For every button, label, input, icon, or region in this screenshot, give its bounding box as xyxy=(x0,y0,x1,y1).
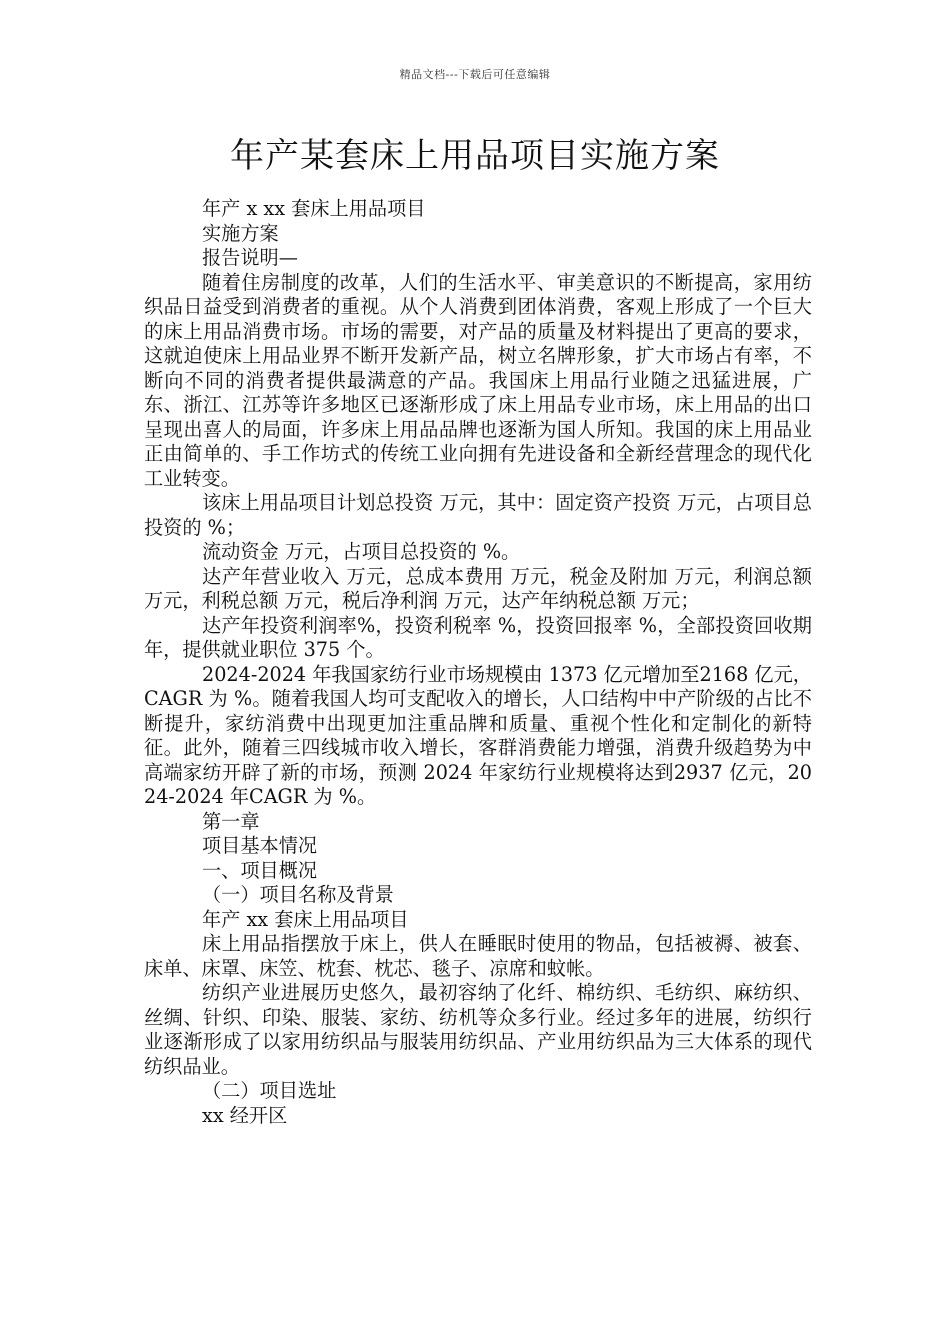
paragraph-investment: 该床上用品项目计划总投资 万元，其中：固定资产投资 万元，占项目总投资的 %； xyxy=(144,491,812,539)
chapter-title: 项目基本情况 xyxy=(202,834,318,857)
paragraph-working-capital: 流动资金 万元，占项目总投资的 %。 xyxy=(202,540,521,563)
paragraph-market-background: 随着住房制度的改革，人们的生活水平、审美意识的不断提高，家用纺织品日益受到消费者的重视。从个人消费到团体消费，客观上形成了一个巨大的床上用品消费市场。市场的需要，对产品的质量及材料提出了更高的要求，这就迫使床上用品业界不断开发新产品，树立名牌形象，扩大市场占有率，不断向不同的消费者提供最满意的产品。我国床上用品行业随之迅猛进展，广东、浙江、江苏等许多地区已逐渐形成了床上用品专业市场，床上用品的出口呈现出喜人的局面，许多床上用品品牌也逐渐为国人所知。我国的床上用品业正由简单的、手工作坊式的传统工业向拥有先进设备和全新经营理念的现代化工业转变。 xyxy=(144,270,812,490)
document-title: 年产某套床上用品项目实施方案 xyxy=(230,136,720,176)
paragraph-returns: 达产年投资利润率%，投资利税率 %，投资回报率 %，全部投资回收期 年，提供就业职位 375 个。 xyxy=(144,613,812,661)
subsection-heading: （二）项目选址 xyxy=(202,1079,337,1102)
paragraph-textile-history: 纺织产业进展历史悠久，最初容纳了化纤、棉纺织、毛纺织、麻纺织、丝绸、针织、印染、服装、家纺、纺机等众多行业。经过多年的进展，纺织行业逐渐形成了以家用纺织品与服装用纺织品、产业用纺织品为三大体系的现代纺织品业。 xyxy=(144,981,812,1078)
paragraph-bedding-definition: 床上用品指摆放于床上，供人在睡眠时使用的物品，包括被褥、被套、床单、床罩、床笠、枕套、枕芯、毯子、凉席和蚊帐。 xyxy=(144,932,812,980)
document-body xyxy=(144,197,812,1128)
subtitle-line: 实施方案 xyxy=(202,221,279,245)
paragraph-revenue: 达产年营业收入 万元，总成本费用 万元，税金及附加 万元，利润总额 万元，利税总额 万元，税后净利润 万元，达产年纳税总额 万元； xyxy=(144,564,812,612)
subsection-heading: （一）项目名称及背景 xyxy=(202,883,394,906)
chapter-label: 第一章 xyxy=(202,809,260,833)
project-location: xx 经开区 xyxy=(202,1103,288,1127)
report-intro-heading: 报告说明— xyxy=(202,246,298,269)
page-header-note: 精品文档---下载后可任意编辑 xyxy=(399,68,551,81)
paragraph-market-size: 2024-2024 年我国家纺行业市场规模由 1373 亿元增加至2168 亿元，CAGR 为 %。随着我国人均可支配收入的增长，人口结构中中产阶级的占比不断提升，家纺消费中出现更加注重品牌和质量、重视个性化和定制化的新特征。此外，随着三四线城市收入增长，客群消费能力增强，消费升级趋势为中高端家纺开辟了新的市场，预测 2024 年家纺行业规模将达到2937 亿元，2024-2024 年CAGR 为 %。 xyxy=(144,662,812,808)
project-name: 年产 xx 套床上用品项目 xyxy=(202,907,409,931)
subtitle-line: 年产 x xx 套床上用品项目 xyxy=(202,197,426,220)
section-heading: 一、项目概况 xyxy=(202,858,318,882)
